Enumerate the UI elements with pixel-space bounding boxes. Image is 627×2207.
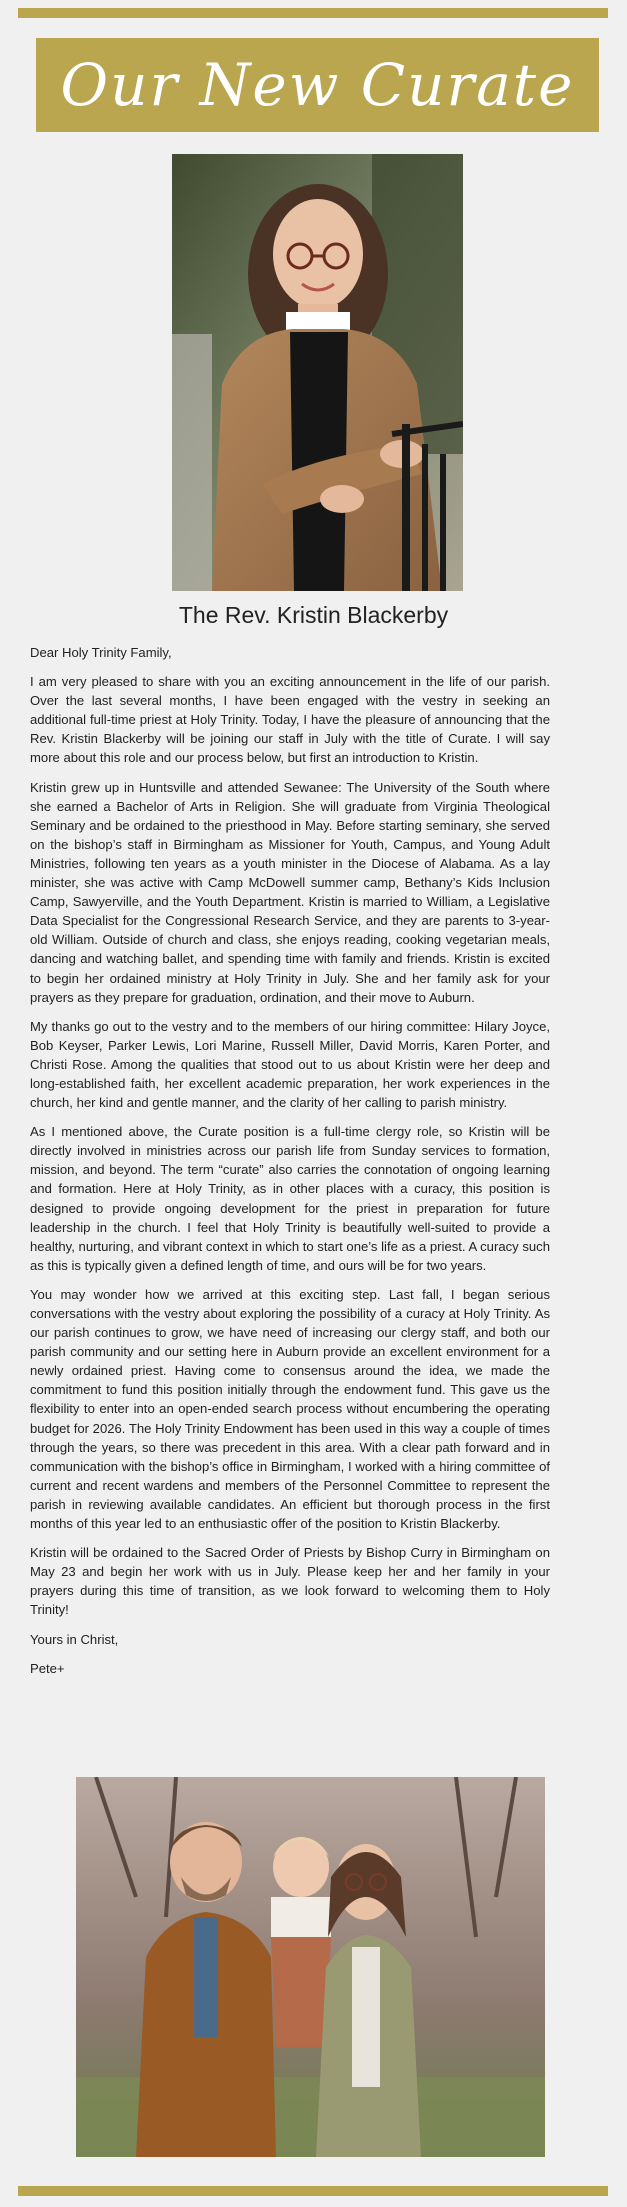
letter-paragraph: Kristin grew up in Huntsville and attended Sewanee: The University of the South where she earned a Bachelor of Arts in Religion. She will graduate from Virginia Theological Seminary and be ordained to the priesthood in May. Before starting seminary, she served on the bishop’s staff in Birmingham as Missioner for Youth, Campus, and Young Adult Ministries, following ten years as a youth minister in the Diocese of Alabama. As a lay minister, she was active with Camp McDowell summer camp, Bethany’s Kids Inclusion Camp, Sawyerville, and the Youth Department. Kristin is married to William, a Legislative Data Specialist for the Congressional Research Service, and they are parents to 3-year-old William. Outside of church and class, she enjoys reading, cooking vegetarian meals, dancing and watching ballet, and spending time with family and friends. Kristin is excited to begin her ordained ministry at Holy Trinity in July. She and her family ask for your prayers as they prepare for graduation, ordination, and their move to Auburn. <box>30 779 550 1005</box>
letter-paragraph: I am very pleased to share with you an exciting announcement in the life of our parish. Over the last several months, I have been engaged with the vestry in seeking an additional full-time priest at Holy Trinity. Today, I have the pleasure of announcing that the Rev. Kristin Blackerby will be joining our staff in July with the title of Curate. I will say more about this role and our process below, but first an introduction to Kristin. <box>30 674 550 766</box>
portrait-caption: The Rev. Kristin Blackerby <box>178 602 449 628</box>
letter-paragraph: As I mentioned above, the Curate position is a full-time clergy role, so Kristin will be directly involved in ministries across our parish life from Sunday services to formation, mission, and beyond. The term “curate” also carries the connotation of ongoing learning and formation. Here at Holy Trinity, as in other places with a curacy, this position is designed to provide ongoing development for the priest in preparation for future leadership in the church. I feel that Holy Trinity is beautifully well-suited to provide a healthy, nurturing, and vibrant context in which to start one’s life as a priest. A curacy such as this is typically given a defined length of time, and ours will be for two years. <box>30 1124 550 1273</box>
letter-signature: Pete+ <box>30 1660 65 1676</box>
letter-paragraph: You may wonder how we arrived at this exciting step. Last fall, I began serious conversations with the vestry about exploring the possibility of a curacy at Holy Trinity. As our parish continues to grow, we have need of increasing our clergy staff, and both our parish community and our setting here in Auburn provide an excellent environment for a newly ordained priest. Having come to consensus around the idea, we made the commitment to fund this position initially through the endowment fund. This gave us the flexibility to enter into an open-ended search process without encumbering the operating budget for 2026. The Holy Trinity Endowment has been used in this way a couple of times through the years, so there was precedent in this area. With a clear path forward and in communication with the bishop’s office in Birmingham, I worked with a hiring committee of current and recent wardens and members of the Personnel Committee to represent the parish in reviewing available candidates. An efficient but thorough process in the first months of this year led to an enthusiastic offer of the position to Kristin Blackerby. <box>30 1286 550 1532</box>
header-banner <box>36 38 599 132</box>
page-title: Our New Curate <box>60 51 575 119</box>
letter-body <box>30 643 550 1688</box>
bottom-divider-bar <box>18 2186 608 2196</box>
letter-paragraph: My thanks go out to the vestry and to the members of our hiring committee: Hilary Joyce, Bob Keyser, Parker Lewis, Lori Marine, Russell Miller, David Morris, Karen Porter, and Christi Rose. Among the qualities that stood out to us about Kristin were her deep and long-established faith, her excellent academic preparation, her work experiences in the church, her kind and gentle manner, and the clarity of her calling to parish ministry. <box>30 1018 550 1111</box>
letter-paragraph: Kristin will be ordained to the Sacred Order of Priests by Bishop Curry in Birmingham on May 23 and begin her work with us in July. Please keep her and her family in your prayers during this time of transition, as we look forward to welcoming them to Holy Trinity! <box>30 1545 550 1618</box>
letter-greeting: Dear Holy Trinity Family, <box>30 645 172 660</box>
top-divider-bar <box>18 8 608 18</box>
family-photo <box>76 1777 545 2157</box>
letter-closing: Yours in Christ, <box>30 1631 119 1647</box>
curate-portrait-photo <box>172 154 463 591</box>
